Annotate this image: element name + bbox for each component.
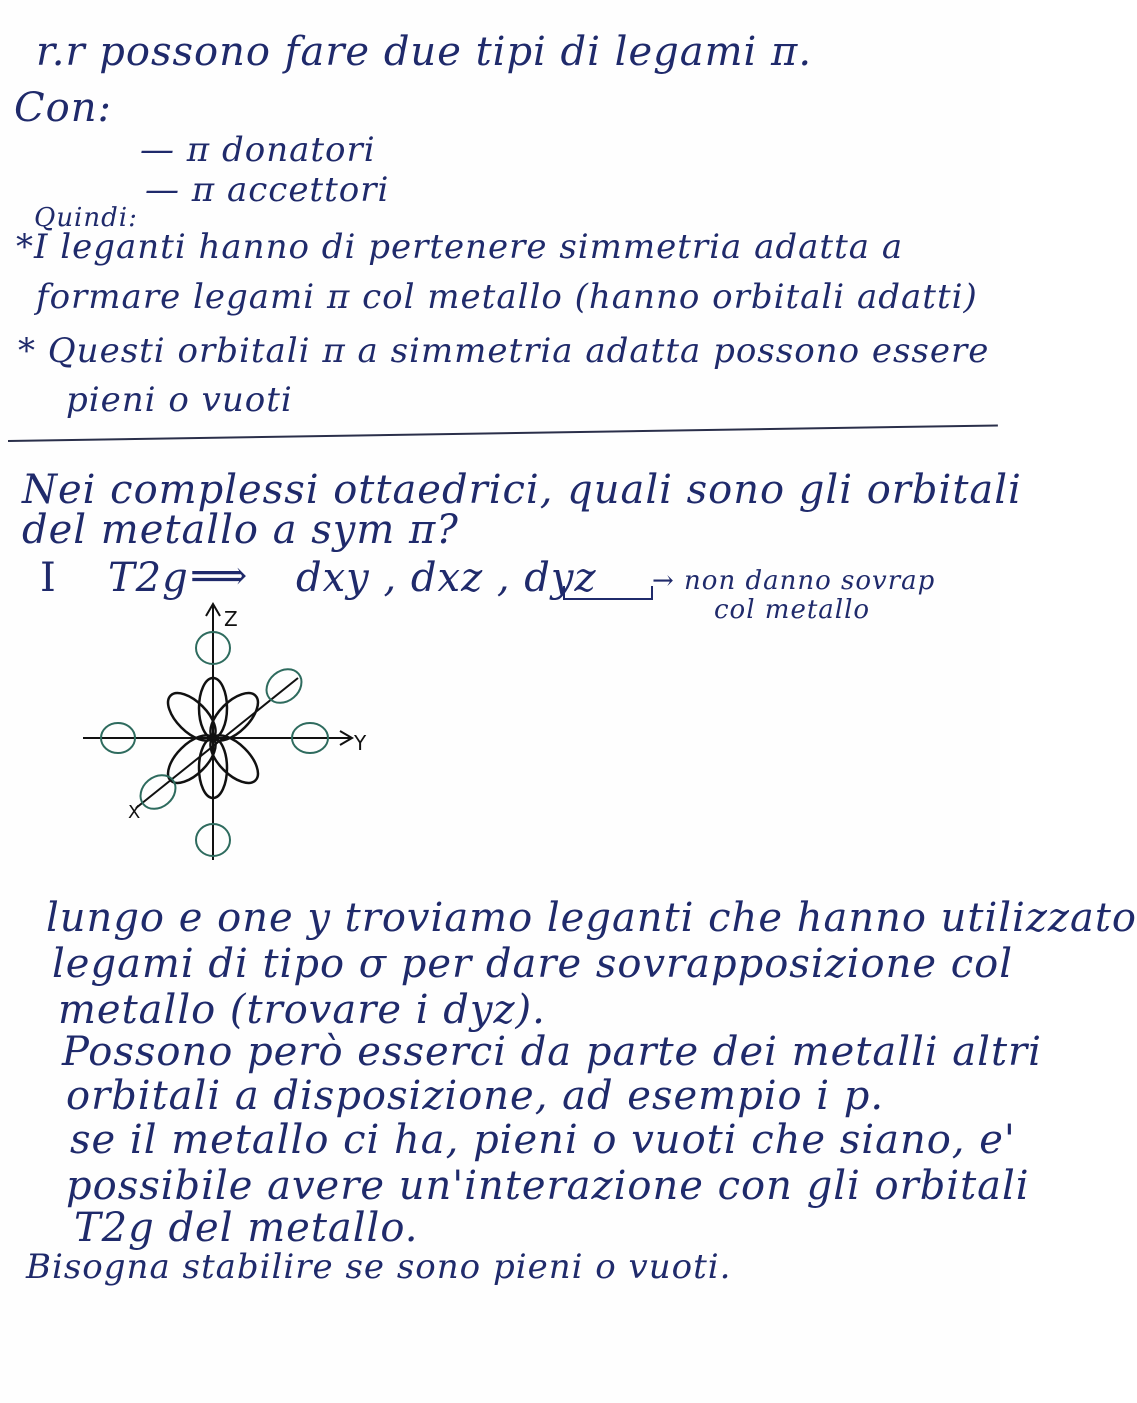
roman-numeral: I — [40, 555, 57, 601]
paragraph-line-6: se il metallo ci ha, pieni o vuoti che siano, e' — [70, 1117, 1016, 1163]
paragraph-line-4: Possono però esserci da parte dei metalli altri — [62, 1029, 1042, 1075]
implies-arrow: ⟹ — [190, 553, 249, 599]
paragraph-line-7: possibile avere un'interazione con gli orbitali — [66, 1163, 1030, 1209]
orbital-list: dxy , dxz , dyz — [296, 555, 597, 601]
note-line-9: pieni o vuoti — [66, 380, 293, 420]
orbital-note-line-1: → non danno sovrap — [652, 566, 936, 596]
note-line-6: *I leganti hanno di pertenere simmetria adatta a — [16, 227, 904, 267]
paragraph-line-1: lungo e one y troviamo leganti che hanno utilizzato — [46, 895, 1137, 941]
note-line-4: — π accettori — [145, 170, 390, 210]
orbital-note-line-2: col metallo — [714, 595, 871, 625]
note-line-7: formare legami π col metallo (hanno orbitali adatti) — [36, 277, 978, 317]
dyz-brace — [563, 586, 653, 600]
paragraph-line-2: legami di tipo σ per dare sovrapposizione col — [52, 941, 1013, 987]
paragraph-line-8: T2g del metallo. — [74, 1205, 419, 1251]
t2g-label: T2g — [108, 555, 189, 601]
orbital-diagram — [78, 598, 378, 868]
paragraph-line-3: metallo (trovare i dyz). — [58, 987, 546, 1033]
note-line-1: r.r possono fare due tipi di legami π. — [36, 29, 813, 75]
x-axis-label: X — [128, 802, 141, 823]
section-divider — [8, 424, 998, 442]
paragraph-line-9: Bisogna stabilire se sono pieni o vuoti. — [26, 1247, 732, 1287]
paragraph-line-5: orbitali a disposizione, ad esempio i p. — [66, 1073, 885, 1119]
question-line-2: del metallo a sym π? — [22, 507, 459, 553]
note-line-8: * Questi orbitali π a simmetria adatta possono essere — [18, 331, 990, 371]
y-axis-label: Y — [354, 731, 367, 755]
note-line-3: — π donatori — [140, 130, 376, 170]
note-line-5: Quindi: — [34, 203, 138, 233]
question-line-1: Nei complessi ottaedrici, quali sono gli orbitali — [22, 467, 1022, 513]
z-axis-label: Z — [224, 607, 238, 631]
note-line-2: Con: — [14, 85, 112, 131]
x-axis — [136, 678, 298, 808]
